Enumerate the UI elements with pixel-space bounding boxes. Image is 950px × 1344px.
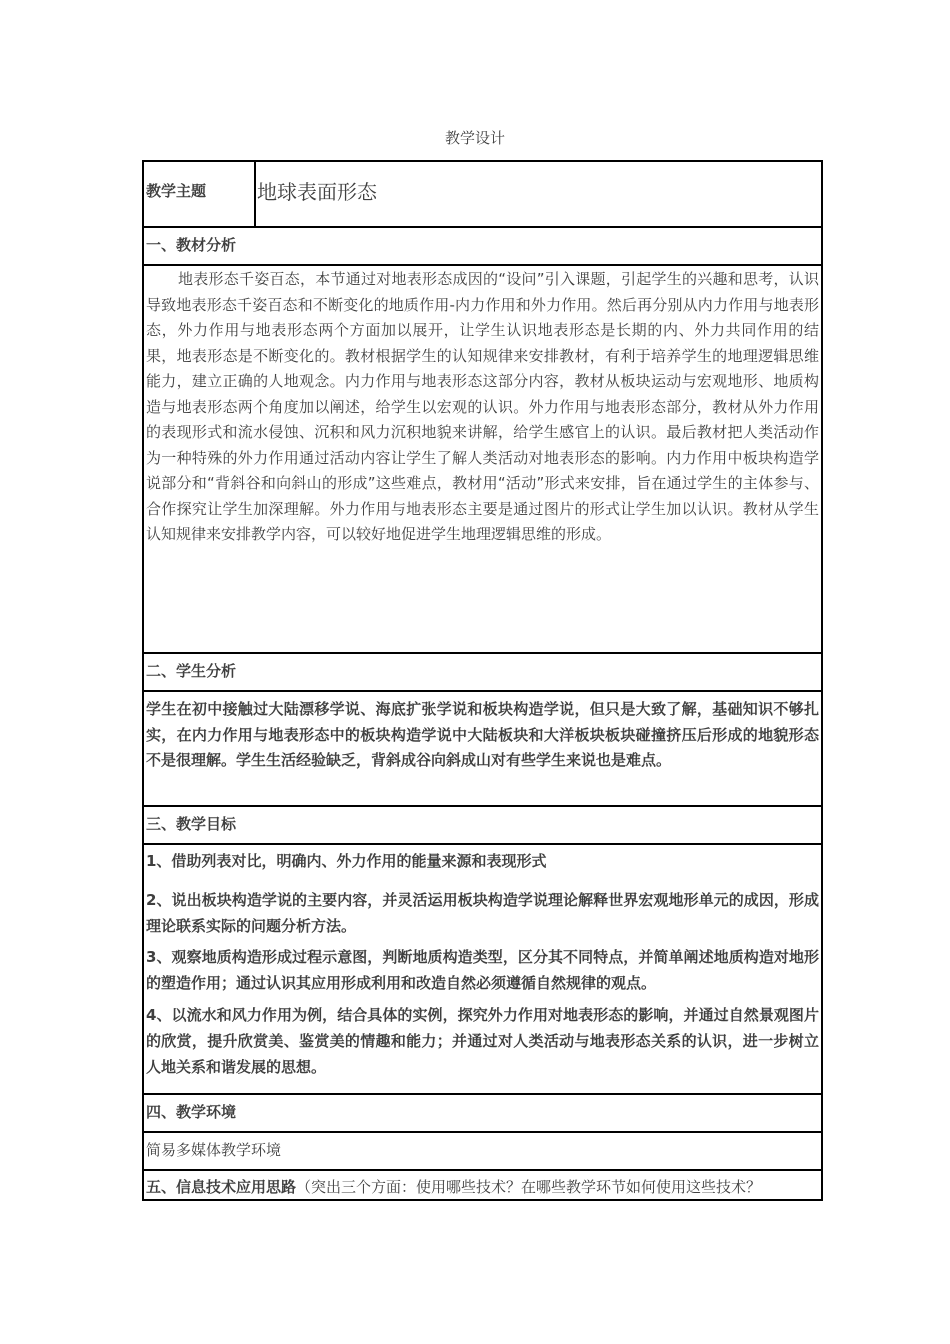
section4-content-row xyxy=(144,1133,821,1171)
section5-heading: 五、信息技术应用思路 xyxy=(146,1178,297,1196)
section4-heading-row xyxy=(144,1095,821,1133)
section3-heading: 三、教学目标 xyxy=(146,815,237,833)
section5-heading-row xyxy=(144,1171,821,1201)
section2-content-row xyxy=(144,692,821,807)
section1-text: 地表形态千姿百态，本节通过对地表形态成因的“设问”引入课题，引起学生的兴趣和思考，认识导致地表形态千姿百态和不断变化的地质作用-内力作用和外力作用。然后再分别从内力作用与地表形态，外力作用与地表形态两个方面加以展开，让学生认识地表形态是长期的内、外力共同作用的结果，地表形态是不断变化的。教材根据学生的认知规律来安排教材，有利于培养学生的地理逻辑思维能力，建立正确的人地观念。内力作用与地表形态这部分内容，教材从板块运动与宏观地形、地质构造与地表形态两个角度加以阐述，给学生以宏观的认识。外力作用与地表形态部分，教材从外力作用的表现形式和流水侵蚀、沉积和风力沉积地貌来讲解，给学生感官上的认识。最后教材把人类活动作为一种特殊的外力作用通过活动内容让学生了解人类活动对地表形态的影响。内力作用中板块构造学说部分和“背斜谷和向斜山的形成”这些难点，教材用“活动”形式来安排，旨在通过学生的主体参与、合作探究让学生加深理解。外力作用与地表形态主要是通过图片的形式让学生加以认识。教材从学生认知规律来安排教学内容，可以较好地促进学生地理逻辑思维的形成。 xyxy=(146,270,819,543)
section2-heading-row xyxy=(144,654,821,692)
goal-item-1: 1、借助列表对比，明确内、外力作用的能量来源和表现形式 xyxy=(146,852,547,870)
section4-text: 简易多媒体教学环境 xyxy=(146,1141,282,1159)
section5-heading-line xyxy=(146,1176,761,1197)
section2-heading: 二、学生分析 xyxy=(146,662,237,680)
section1-heading-row xyxy=(144,228,821,266)
section4-heading: 四、教学环境 xyxy=(146,1103,237,1121)
topic-divider xyxy=(254,162,256,226)
topic-value: 地球表面形态 xyxy=(257,180,377,204)
section5-note: （突出三个方面：使用哪些技术？在哪些教学环节如何使用这些技术？ xyxy=(296,1178,762,1196)
goal-item-2: 2、说出板块构造学说的主要内容，并灵活运用板块构造学说理论解释世界宏观地形单元的成因，形成理论联系实际的问题分析方法。 xyxy=(146,891,819,935)
topic-label: 教学主题 xyxy=(146,182,207,200)
section1-heading: 一、教材分析 xyxy=(146,236,237,254)
goal-item-4: 4、以流水和风力作用为例，结合具体的实例，探究外力作用对地表形态的影响，并通过自然景观图片的欣赏，提升欣赏美、鉴赏美的情趣和能力；并通过对人类活动与地表形态关系的认识，进一步树立人地关系和谐发展的思想。 xyxy=(146,1006,819,1076)
topic-row xyxy=(144,162,821,228)
section2-text: 学生在初中接触过大陆漂移学说、海底扩张学说和板块构造学说，但只是大致了解，基础知识不够扎实，在内力作用与地表形态中的板块构造学说中大陆板块和大洋板块板块碰撞挤压后形成的地貌形态不是很理解。学生生活经验缺乏，背斜成谷向斜成山对有些学生来说也是难点。 xyxy=(146,700,819,769)
goal-item-3: 3、观察地质构造形成过程示意图，判断地质构造类型，区分其不同特点，并简单阐述地质构造对地形的塑造作用；通过认识其应用形成利用和改造自然必须遵循自然规律的观点。 xyxy=(146,948,819,992)
section1-content-row xyxy=(144,266,821,654)
lesson-plan-table xyxy=(142,160,823,1201)
section3-content-row xyxy=(144,845,821,1095)
section3-heading-row xyxy=(144,807,821,845)
document-title: 教学设计 xyxy=(444,129,505,147)
